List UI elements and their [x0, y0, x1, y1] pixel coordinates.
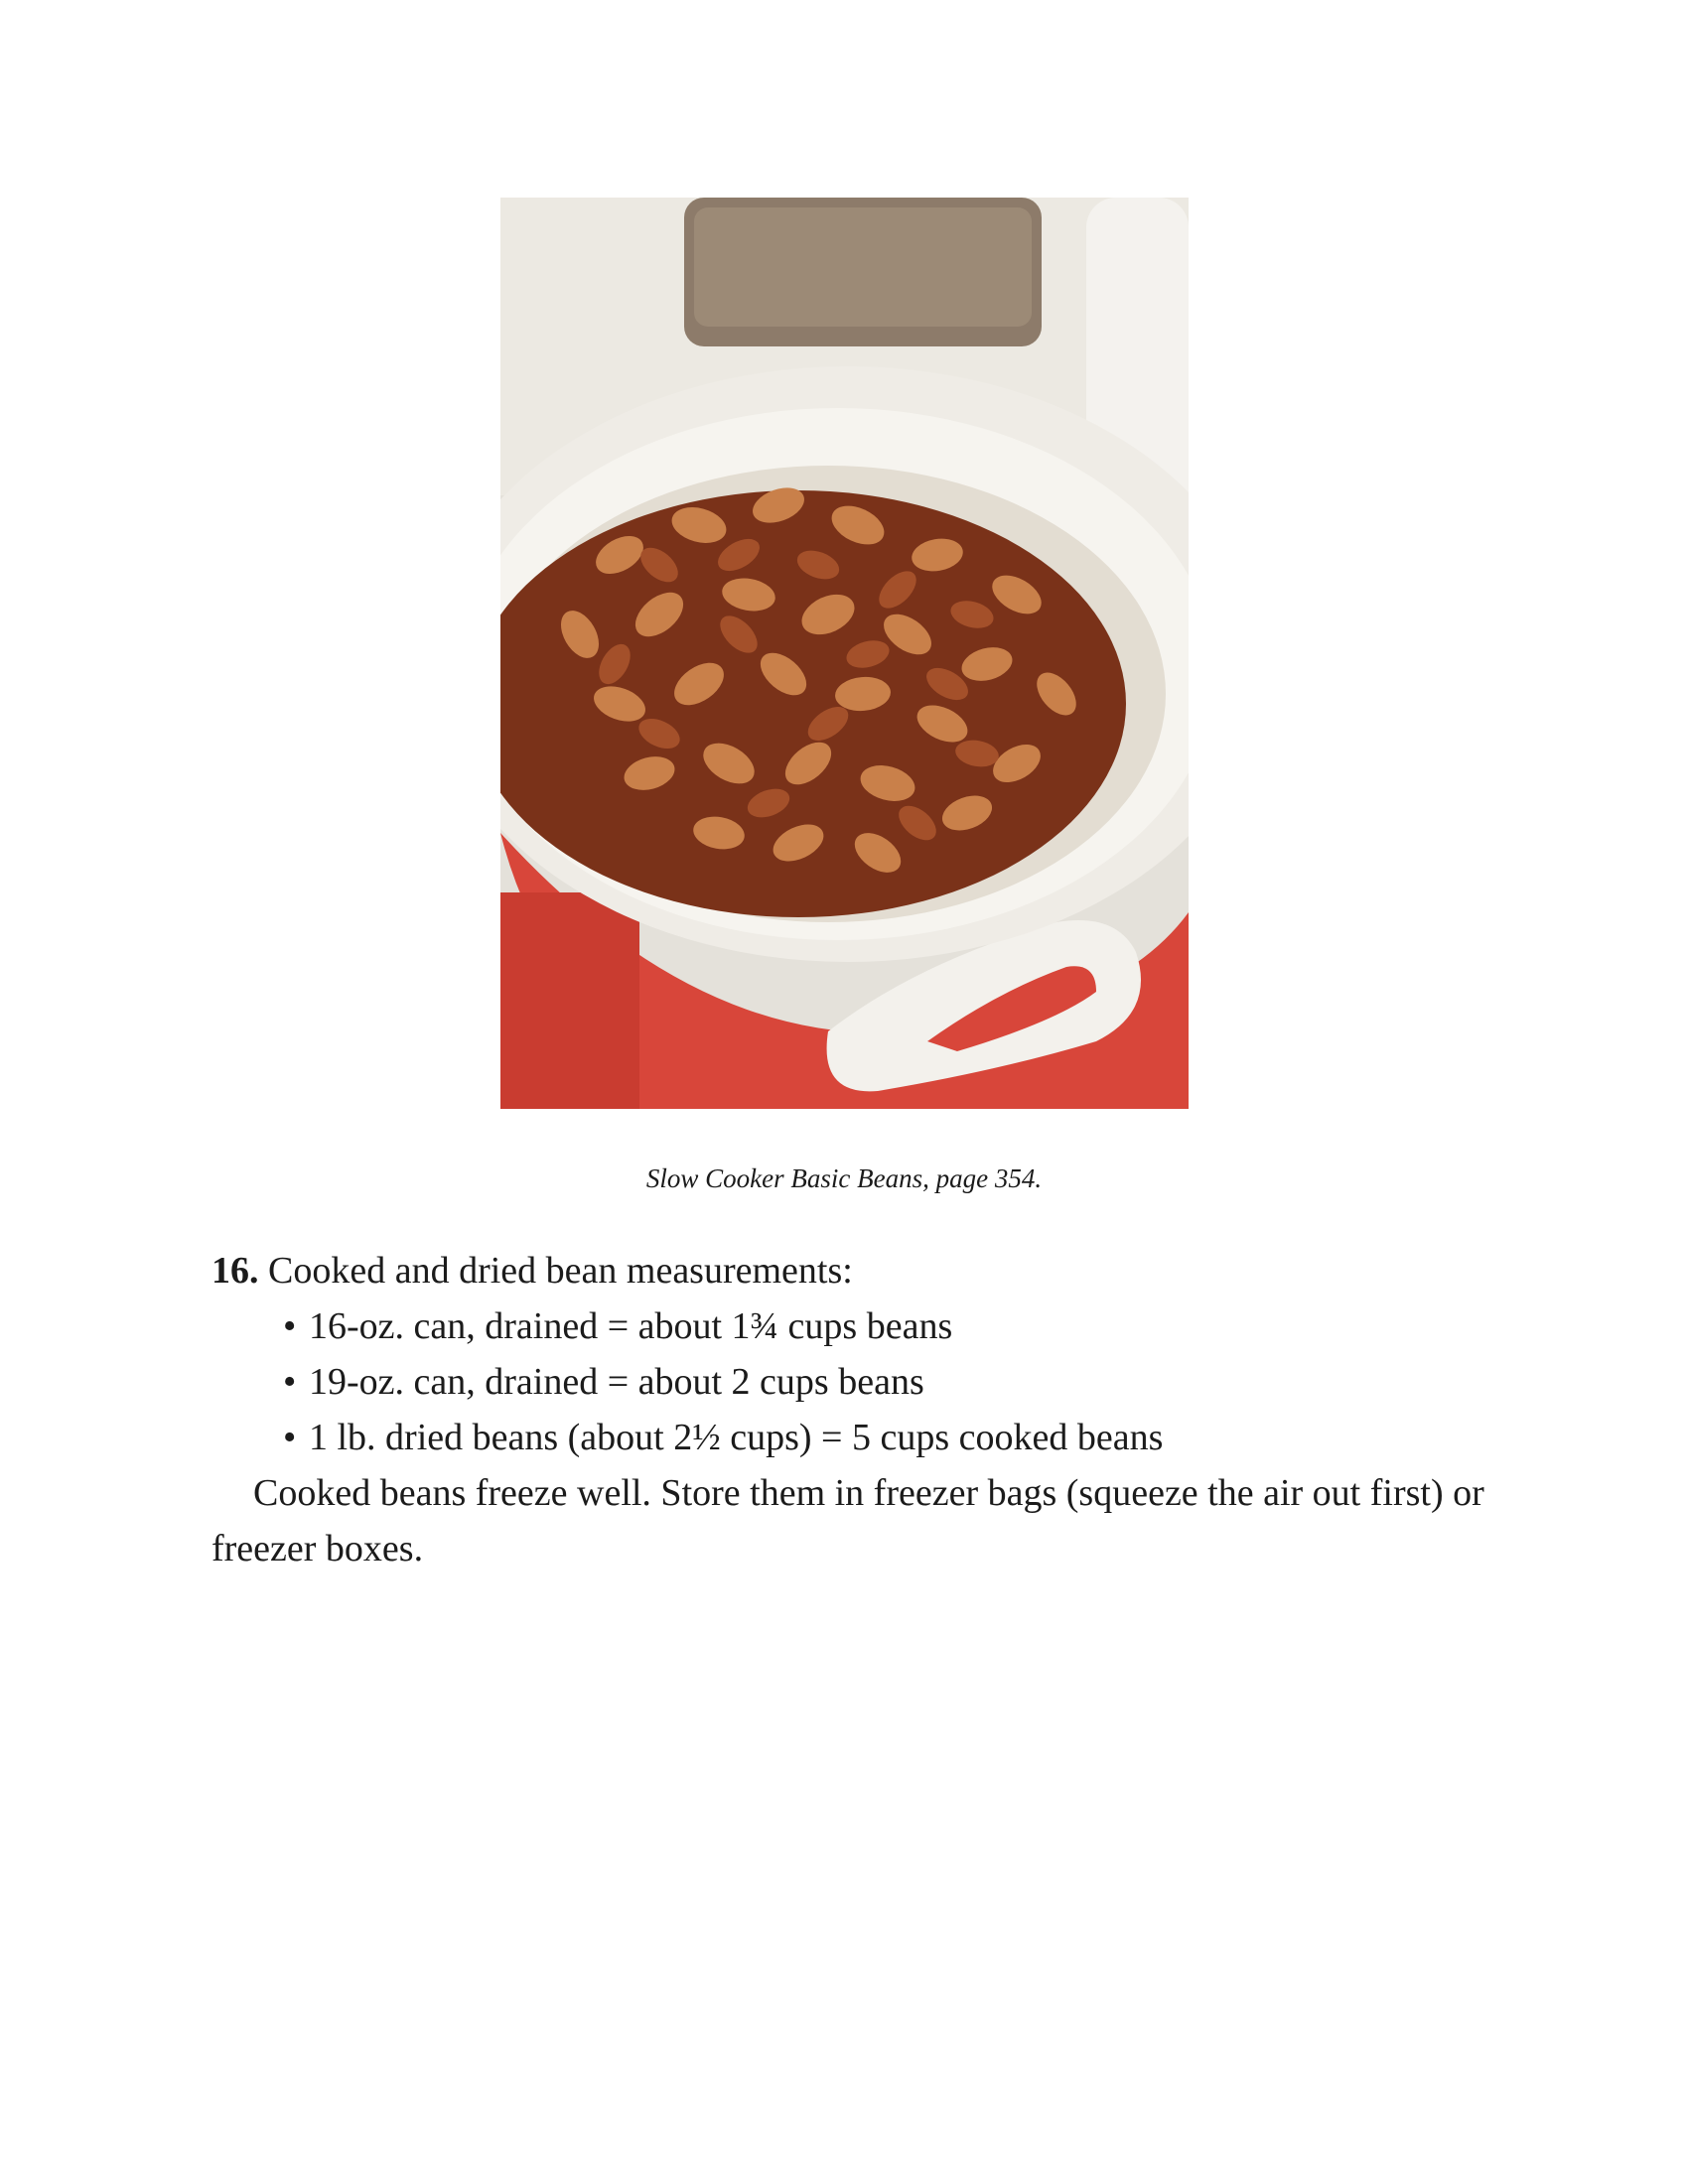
photo-caption: Slow Cooker Basic Beans, page 354.: [645, 1163, 1043, 1193]
tip-16-section: [211, 1243, 1492, 1576]
slow-cooker-beans-photo: [500, 198, 1189, 1109]
list-item: • 1 lb. dried beans (about 2½ cups) = 5 cups cooked beans: [283, 1410, 1492, 1465]
freezing-paragraph: Cooked beans freeze well. Store them in freezer bags (squeeze the air out first) or freezer boxes.: [211, 1472, 1484, 1570]
photo-illustration: [500, 198, 1189, 1109]
measurement-list: [211, 1298, 1492, 1465]
tip-heading-text: Cooked and dried bean measurements:: [268, 1250, 853, 1292]
bullet-icon: •: [283, 1361, 297, 1403]
tip-number: 16.: [211, 1250, 259, 1292]
tip-heading: [211, 1243, 1492, 1298]
list-item: • 19-oz. can, drained = about 2 cups beans: [283, 1354, 1492, 1410]
list-item: • 16-oz. can, drained = about 1¾ cups beans: [283, 1298, 1492, 1354]
bullet-icon: •: [283, 1417, 297, 1458]
bullet-icon: •: [283, 1305, 297, 1347]
